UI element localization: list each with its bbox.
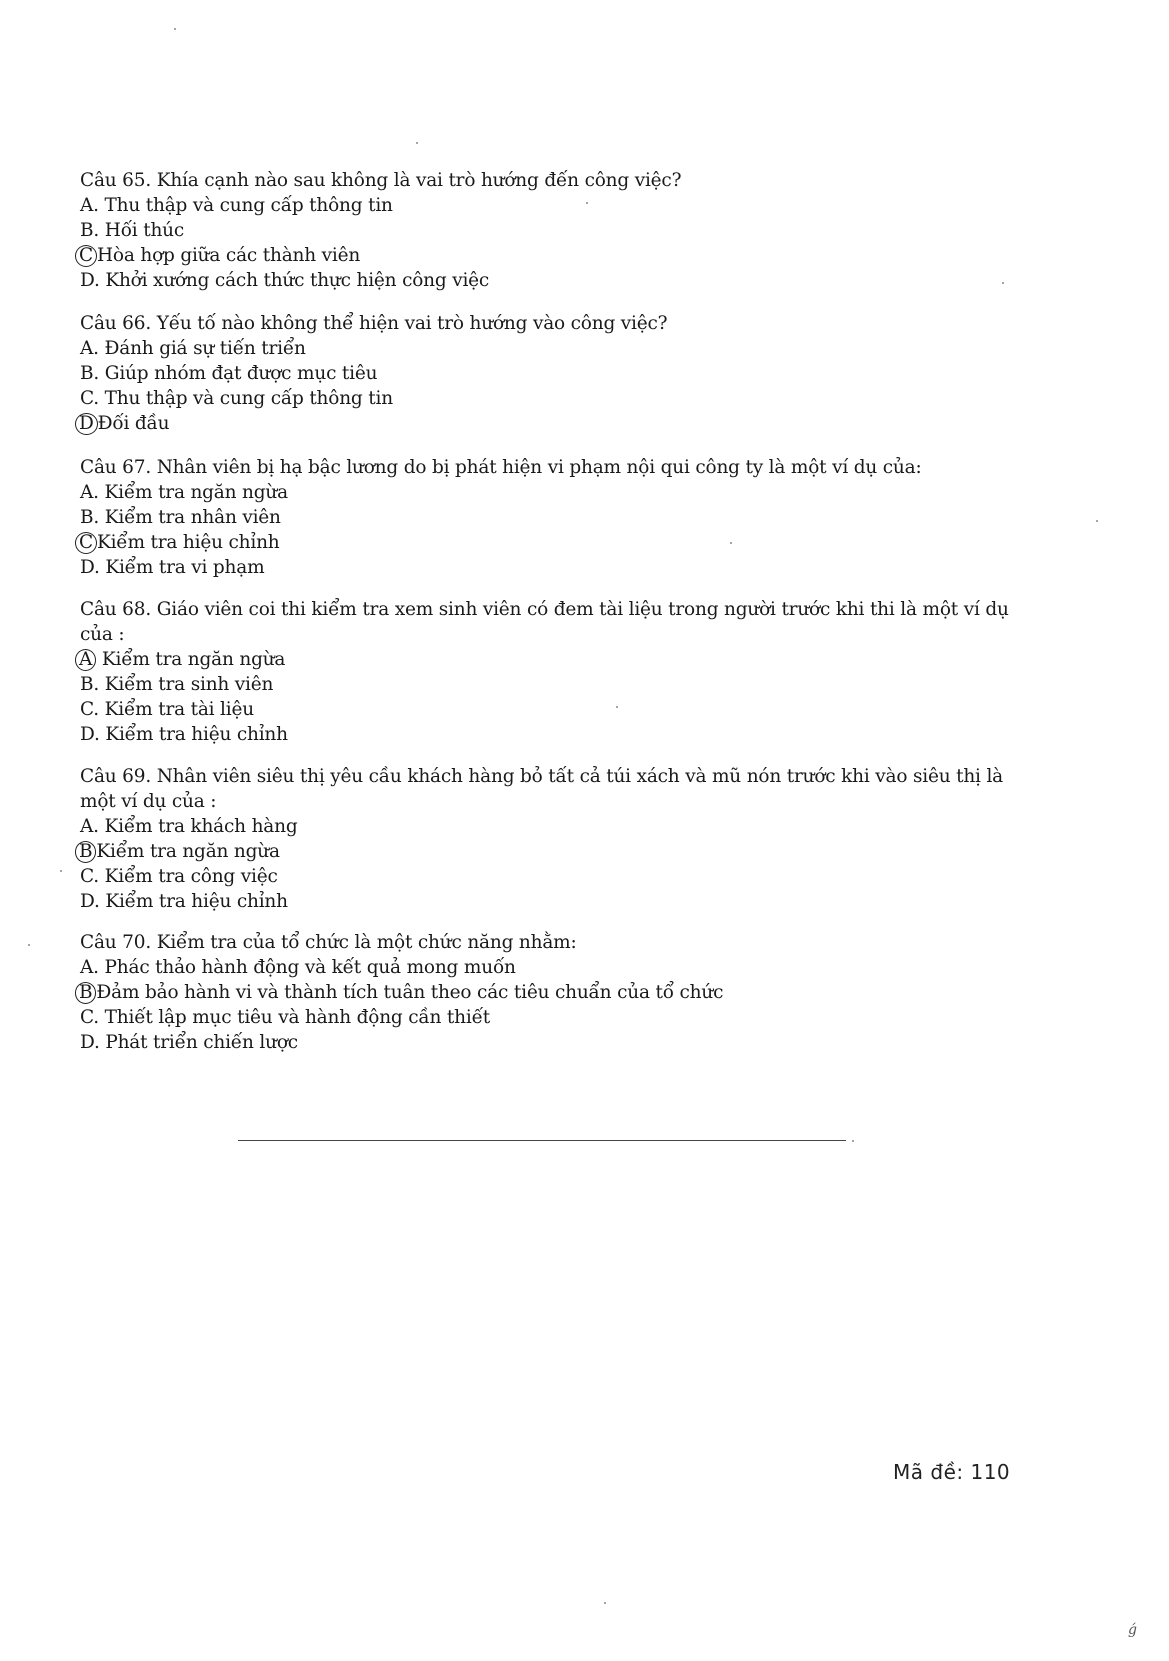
option-a <box>80 955 1020 980</box>
question-text: Kiểm tra của tổ chức là một chức năng nhằm: <box>151 932 577 953</box>
option-text: Kiểm tra hiệu chỉnh <box>99 891 288 912</box>
option-text: Phác thảo hành động và kết quả mong muốn <box>98 957 516 978</box>
option-text: Đảm bảo hành vi và thành tích tuân theo các tiêu chuẩn của tổ chức <box>96 982 724 1003</box>
circled-option-letter: D <box>75 413 98 435</box>
option-text: Đối đầu <box>97 413 170 434</box>
end-divider-line <box>238 1140 846 1141</box>
circled-option-letter: B <box>75 841 96 863</box>
option-b <box>80 505 1020 530</box>
option-b <box>80 218 1020 243</box>
option-text: Kiểm tra vi phạm <box>99 557 265 578</box>
question-70 <box>80 930 1020 1055</box>
option-letter: D. <box>80 557 100 578</box>
option-letter: C. <box>80 699 99 720</box>
question-number: Câu 69. <box>80 766 152 787</box>
question-68 <box>80 597 1020 747</box>
scan-speck <box>1002 282 1004 284</box>
question-stem <box>80 764 1020 814</box>
option-letter: D. <box>80 270 100 291</box>
option-b <box>80 361 1020 386</box>
option-text: Kiểm tra ngăn ngừa <box>96 841 280 862</box>
question-number: Câu 68. <box>80 599 152 620</box>
option-letter: B. <box>80 674 100 695</box>
option-letter: A. <box>80 195 99 216</box>
option-a <box>80 193 1020 218</box>
option-c-selected <box>80 243 1020 268</box>
option-c <box>80 864 1020 889</box>
circled-option-letter: C <box>75 245 97 267</box>
option-letter: C. <box>80 1007 99 1028</box>
option-letter: B. <box>80 507 100 528</box>
option-letter: D. <box>80 1032 100 1053</box>
option-a <box>80 480 1020 505</box>
option-text: Kiểm tra hiệu chỉnh <box>99 724 288 745</box>
option-text: Thiết lập mục tiêu và hành động cần thiết <box>98 1007 491 1028</box>
option-letter: A. <box>80 957 99 978</box>
option-letter: A. <box>80 816 99 837</box>
option-text: Đánh giá sự tiến triển <box>98 338 306 359</box>
question-stem <box>80 455 1020 480</box>
question-text: Nhân viên bị hạ bậc lương do bị phát hiện vi phạm nội qui công ty là một ví dụ của: <box>151 457 922 478</box>
question-67 <box>80 455 1020 580</box>
question-text: Yếu tố nào không thể hiện vai trò hướng vào công việc? <box>151 313 668 334</box>
question-number: Câu 66. <box>80 313 152 334</box>
option-letter: A. <box>80 338 99 359</box>
circled-option-letter: A <box>75 649 96 671</box>
question-stem <box>80 168 1020 193</box>
option-c <box>80 697 1020 722</box>
scan-speck <box>28 944 30 946</box>
option-text: Kiểm tra công việc <box>98 866 278 887</box>
question-stem <box>80 597 1020 647</box>
option-c <box>80 1005 1020 1030</box>
option-text: Kiểm tra nhân viên <box>99 507 281 528</box>
option-letter: A. <box>80 482 99 503</box>
option-letter: D. <box>80 891 100 912</box>
question-number: Câu 70. <box>80 932 152 953</box>
question-stem <box>80 930 1020 955</box>
circled-option-letter: B <box>75 982 96 1004</box>
scan-speck <box>604 1602 606 1604</box>
scan-speck <box>852 1140 854 1142</box>
option-c <box>80 386 1020 411</box>
question-65 <box>80 168 1020 293</box>
option-b-selected <box>80 980 1020 1005</box>
option-text: Kiểm tra hiệu chỉnh <box>96 532 280 553</box>
scan-speck <box>60 870 62 872</box>
option-d <box>80 1030 1020 1055</box>
option-letter: B. <box>80 363 100 384</box>
option-text: Kiểm tra ngăn ngừa <box>96 649 286 670</box>
option-a <box>80 814 1020 839</box>
option-d <box>80 889 1020 914</box>
option-text: Kiểm tra khách hàng <box>98 816 298 837</box>
option-text: Phát triển chiến lược <box>99 1032 298 1053</box>
option-d-selected <box>80 411 1020 436</box>
question-69 <box>80 764 1020 914</box>
option-text: Kiểm tra tài liệu <box>98 699 254 720</box>
scan-speck <box>586 202 588 204</box>
option-text: Thu thập và cung cấp thông tin <box>98 195 393 216</box>
option-text: Khởi xướng cách thức thực hiện công việc <box>99 270 490 291</box>
option-d <box>80 555 1020 580</box>
scan-speck <box>174 28 176 30</box>
question-number: Câu 67. <box>80 457 152 478</box>
exam-code: Mã đề: 110 <box>893 1460 1011 1484</box>
option-letter: D. <box>80 724 100 745</box>
option-text: Kiểm tra ngăn ngừa <box>98 482 288 503</box>
question-number: Câu 65. <box>80 170 152 191</box>
option-b-selected <box>80 839 1020 864</box>
option-text: Kiểm tra sinh viên <box>99 674 274 695</box>
page-mark: ǵ <box>1128 1622 1137 1638</box>
question-text: Khía cạnh nào sau không là vai trò hướng đến công việc? <box>151 170 682 191</box>
circled-option-letter: C <box>75 532 97 554</box>
option-letter: C. <box>80 866 99 887</box>
option-a <box>80 336 1020 361</box>
option-letter: B. <box>80 220 100 241</box>
question-text: Nhân viên siêu thị yêu cầu khách hàng bỏ tất cả túi xách và mũ nón trước khi vào siêu thị là một ví dụ của : <box>80 766 1003 812</box>
option-text: Thu thập và cung cấp thông tin <box>98 388 393 409</box>
question-text: Giáo viên coi thi kiểm tra xem sinh viên có đem tài liệu trong người trước khi thi là một ví dụ của : <box>80 599 1009 645</box>
option-b <box>80 672 1020 697</box>
scan-speck <box>730 542 732 544</box>
option-text: Hòa hợp giữa các thành viên <box>96 245 361 266</box>
option-text: Giúp nhóm đạt được mục tiêu <box>99 363 378 384</box>
option-c-selected <box>80 530 1020 555</box>
scan-speck <box>616 706 618 708</box>
option-text: Hối thúc <box>99 220 185 241</box>
question-stem <box>80 311 1020 336</box>
option-d <box>80 268 1020 293</box>
option-d <box>80 722 1020 747</box>
scan-speck <box>1096 520 1098 522</box>
option-letter: C. <box>80 388 99 409</box>
scan-speck <box>416 142 418 144</box>
question-66 <box>80 311 1020 436</box>
option-a-selected <box>80 647 1020 672</box>
